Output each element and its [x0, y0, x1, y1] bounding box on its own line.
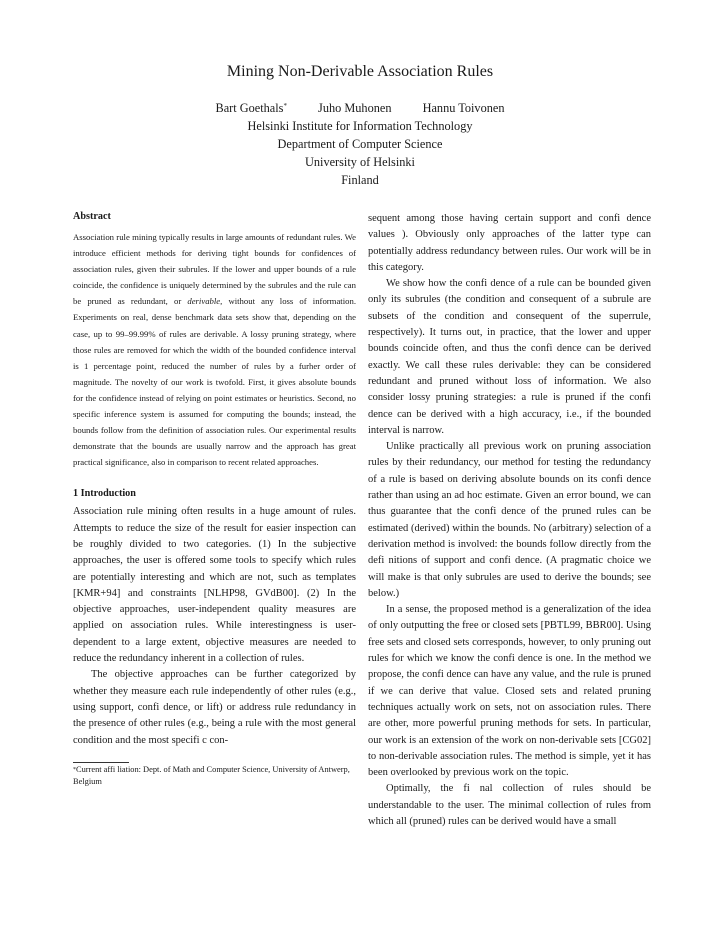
affiliation-line: University of Helsinki [305, 155, 415, 169]
body-paragraph: Unlike practically all previous work on pruning association rules by their redundancy, our method for testing the redundancy of a rule is based on deriving absolute bounds on its confi dence rather than using an ad hoc estimate. Given an error bound, we can thus guarantee that the confi dence of the pruned rules can be estimated (derived) within the bounds. No (arbitrary) selection of a derivation method is involved: the bounds follow directly from the defi nitions of support and confi dence. (A pragmatic choice we will make is that only subrules are used to derive the bounds; see below.) [368, 441, 651, 599]
affiliation-line: Department of Computer Science [277, 137, 443, 151]
footnote-marker: * [283, 102, 287, 110]
affiliation-line: Helsinki Institute for Information Technology [247, 119, 473, 133]
left-column [73, 211, 356, 749]
emphasis: derivable [187, 296, 221, 307]
paper-title: Mining Non-Derivable Association Rules [226, 63, 494, 80]
body-paragraph: We show how the confi dence of a rule can be bounded given only its subrules (the condition and consequent of a subrule are subsets of the condition and consequent of the superrule, respectively). It turns out, in practice, that the lower and upper bounds coincide often, and thus the confi dence can be derived exactly. We call these rules derivable: they can be considered redundant and pruned without loss of information. We also consider lossy pruning strategies: a rule is pruned if the confi dence can be derived with a high accuracy, i.e., if the bounded interval is narrow. [368, 278, 651, 436]
footnote-marker: * [73, 767, 76, 773]
author-name: Bart Goethals* [215, 101, 287, 115]
intro-paragraph: The objective approaches can be further categorized by whether they measure each rule independently of other rules (e.g., using support, confi dence, or lift) or address rule redundancy in the presence of other rules (e.g., being a rule with the most general condition and the most specifi c con- [73, 669, 356, 746]
footnote-rule [73, 762, 129, 763]
affiliation-line: Finland [341, 173, 379, 187]
right-column [368, 211, 651, 830]
author-list [0, 99, 720, 117]
author-name: Juho Muhonen [318, 101, 392, 115]
body-paragraph: In a sense, the proposed method is a generalization of the idea of only outputting the free or closed sets [PBTL99, BBR00]. Using free sets and closed sets corresponds, however, to only pruning out rules for which we know the confi dence is one. In the method we propose, the confi dence can have any value, and the rule is pruned if we can derive that value. Closed sets and related pruning techniques actually work on sets, not on association rules. There are other, more powerful pruning methods for sets. In particular, our work is an extension of the work on non-derivable sets [CG02] to non-derivable association rules. The method is simple, yet it has been overlooked by previous work on the topic. [368, 604, 651, 779]
author-name: Hannu Toivonen [422, 101, 505, 115]
abstract-heading: Abstract [73, 211, 111, 222]
footnote: *Current affi liation: Dept. of Math and Computer Science, University of Antwerp, Belgium [73, 765, 350, 786]
intro-paragraph: Association rule mining often results in a huge amount of rules. Attempts to reduce the size of the result for easier inspection can be roughly divided to two categories. (1) In the subjective approaches, the user is offered some tools to specify which rules are potentially interesting and which are not, such as templates [KMR+94] and constraints [NLHP98, GVdB00]. (2) In the objective approaches, user-independent quality measures are applied on association rules. While interestingness is user-dependent to a large extent, objective measures are needed to reduce the redundancy inherent in a collection of rules. [73, 506, 356, 665]
body-paragraph: sequent among those having certain support and confi dence values ). Obviously only approaches of the latter type can potentially address redundancy between rules. Our work will be in this category. [368, 213, 651, 273]
abstract-text: Association rule mining typically results in large amounts of redundant rules. We introduce efficient methods for deriving tight bounds for confidences of association rules, given their subrules. If the lower and upper bounds of a rule coincide, the confidence is uniquely determined by the subrules and the rule can be pruned as redundant, or derivable, without any loss of information. Experiments on real, dense benchmark data sets show that, depending on the case, up to 99–99.99% of rules are derivable. A lossy pruning strategy, where those rules are removed for which the width of the bounded confidence interval is 1 percentage point, reduced the number of rules by a furher order of magnitude. The novelty of our work is twofold. First, it gives absolute bounds for the confidence instead of relying on point estimates or heuristics. Second, no specific inference system is assumed for computing the bounds; instead, the bounds follow from the definition of association rules. Our experimental results demonstrate that the bounds are usually narrow and the approach has great practical significance, also in comparison to recent related approaches. [73, 232, 356, 468]
author-block [0, 99, 720, 189]
body-paragraph: Optimally, the fi nal collection of rules should be understandable to the user. The minimal collection of rules from which all (pruned) rules can be derived would have a small [368, 783, 651, 827]
section-heading-introduction: 1 Introduction [73, 488, 136, 500]
